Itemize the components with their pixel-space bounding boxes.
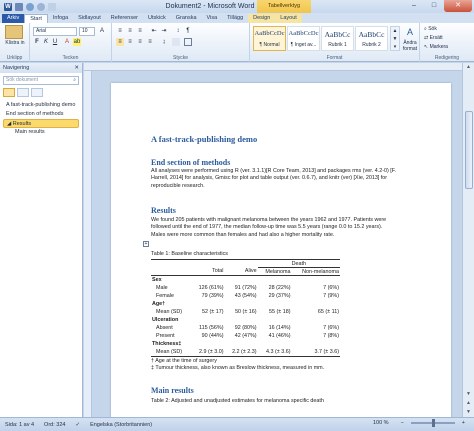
style-sample: AaBbCcDc [254,30,285,37]
tab-layout[interactable]: Layout [275,14,302,23]
borders-icon[interactable] [184,38,192,46]
nav-heading-methods[interactable]: End section of methods [6,111,64,117]
tab-infoga[interactable]: Infoga [52,15,69,21]
window-title: Dokument2 - Microsoft Word [165,3,255,10]
underline-button[interactable]: U [52,39,58,45]
table-cell: Present [156,333,175,340]
table-cell: 92 (80%) [234,325,257,332]
table-cell: 2.2 (± 2.3) [225,349,258,357]
bold-button[interactable]: F [35,39,39,45]
tab-sidlayout[interactable]: Sidlayout [78,15,101,21]
table-cell: 79 (39%) [201,292,224,299]
undo-icon[interactable] [26,3,34,11]
replace-label: Ersätt [429,35,443,41]
table-cell: 90 (44%) [201,333,224,340]
table-cell: Female [156,292,174,299]
zoom-slider-knob[interactable] [432,419,435,427]
find-icon: ⌕ [424,26,429,32]
ribbon-tabs [0,13,474,23]
table-cell: 43 (54%) [234,292,257,299]
replace-button[interactable] [424,35,443,41]
word-logo-icon[interactable]: W [5,3,11,10]
zoom-control [368,420,470,426]
multilevel-list-icon[interactable]: ≡ [138,28,142,34]
editing-group [420,23,474,62]
navigation-pane [0,63,83,417]
table-cell: 41 (46%) [268,333,291,340]
tab-start[interactable]: Start [24,14,48,23]
zoom-level[interactable]: 100 % [372,420,389,426]
navigation-pane-title [0,63,82,73]
nav-search-placeholder: Sök dokument [6,77,38,83]
table-cell: Male [156,284,168,291]
line-spacing-icon[interactable]: ↨ [162,39,166,45]
shading-icon[interactable] [172,38,180,46]
table-cell: 7 (9%) [323,292,339,299]
table-cell: 126 (61%) [198,284,224,291]
justify-icon[interactable]: ≡ [148,39,152,45]
header-cell: Non-melanoma [292,268,341,276]
collapse-triangle-icon[interactable]: ◢ [7,121,13,127]
status-language[interactable]: Engelska (Storbritannien) [90,421,153,428]
grow-font-icon[interactable]: A [99,28,104,34]
document-title: A fast-track-publishing demo [151,134,258,144]
style-sample: AaBbCcDc [288,30,319,37]
table-row [151,284,340,292]
find-button[interactable] [424,26,437,32]
nav-heading-main-results[interactable]: Main results [15,129,45,135]
paragraph-group-label: Stycke [172,55,188,61]
table-cell: 52 (± 17) [201,309,224,316]
status-words[interactable]: Ord: 324 [44,421,66,428]
paste-icon[interactable] [5,25,23,39]
clipboard-group-label: Urklipp [6,55,23,61]
font-color-icon[interactable]: A [64,39,69,45]
table-cell: Absent [156,325,173,332]
font-name-select[interactable]: Arial [33,27,77,36]
ribbon [0,23,474,62]
table-cell: Mean (SD) [151,349,191,357]
table-cell: 16 (14%) [268,325,291,332]
table-tools-context-label: Tabellverktyg [257,0,311,13]
header-cell [151,268,191,276]
table-footnote-age: † Age at the time of surgery [151,358,217,364]
maximize-button[interactable]: □ [431,2,437,9]
search-icon[interactable]: ⌕ [73,77,76,83]
decrease-indent-icon[interactable]: ⇤ [151,28,157,34]
tab-arkiv[interactable]: Arkiv [2,14,24,23]
sort-icon[interactable]: ↕ [176,28,180,34]
nav-heading-results-label: Results [12,121,32,127]
table-cell: 42 (47%) [234,333,257,340]
tab-granska[interactable]: Granska [175,15,197,21]
style-name: Rubrik 1 [328,42,347,48]
nav-heading-results[interactable] [3,119,79,128]
table-row [151,300,340,308]
font-size-select[interactable]: 10 [79,27,95,36]
table-2-caption: Table 2: Adjusted and unadjusted estimates for melanoma specific death [151,398,324,404]
style-name: Rubrik 2 [362,42,381,48]
select-icon: ↖ [424,44,430,50]
style-heading-2[interactable] [355,26,388,51]
table-row [151,324,340,332]
scroll-down-icon[interactable]: ▼ [466,391,471,397]
table-group-label: Thickness‡ [152,341,182,348]
table-row [151,292,340,300]
table-footnote-thickness: ‡ Tumour thickness, also known as Breslow thickness, measured in mm. [151,365,325,371]
style-sample: AaBbCc [358,30,385,39]
table-group-label: Age† [152,301,166,308]
tab-utskick[interactable]: Utskick [148,15,166,21]
find-label: Sök [428,26,437,32]
table-cell: 50 (± 16) [235,309,257,316]
styles-gallery-scroll-icon[interactable]: ▲ ▼ ▾ [390,26,400,51]
paragraph-results: We found 205 patients with malignant melanoma between the years 1962 and 1977. Patients were followed until the end of 1977, the median follow-up time was 5.5 years (range 0.0 to 15.2 years). Males were more common than females and had also a higher mortality rate. [151,217,387,238]
table-row [151,340,340,348]
numbering-icon[interactable]: ≡ [128,28,132,34]
style-no-spacing[interactable] [287,26,320,51]
table-caption: Table 1: Baseline characteristics [151,251,229,257]
table-row [151,308,340,316]
save-icon[interactable] [15,3,23,11]
zoom-out-icon[interactable]: − [400,420,404,426]
align-right-icon[interactable]: ≡ [138,39,142,45]
paste-button[interactable]: Klistra in [5,40,25,46]
table-row [151,332,340,340]
clipboard-group [0,23,30,62]
table-cell: 29 (37%) [268,292,291,299]
select-button[interactable] [424,44,448,50]
zoom-slider[interactable] [411,422,455,424]
redo-icon[interactable] [37,3,45,11]
table-group-label: Ulceration [152,317,179,324]
nav-heading-demo[interactable]: A fast-track-publishing demo [6,102,76,108]
close-pane-icon[interactable]: ✕ [74,65,79,71]
close-button[interactable]: ✕ [444,0,472,12]
paragraph-group [112,23,250,62]
align-left-icon[interactable]: ≡ [116,38,124,46]
minimize-button[interactable]: – [412,2,416,9]
document-area [84,63,462,417]
show-formatting-icon[interactable]: ¶ [186,28,190,34]
table-cell: 91 (72%) [234,284,257,291]
table-cell: 7 (8%) [323,333,339,340]
bullets-icon[interactable]: ≡ [118,28,122,34]
table-cell: 4.3 (± 3.6) [258,349,292,357]
zoom-in-icon[interactable]: + [461,420,465,426]
table-row [151,276,340,284]
previous-page-icon[interactable]: ▲ [466,400,471,406]
table-cell: Mean (SD) [156,309,183,316]
heading-main-results: Main results [151,386,194,395]
headings-view-icon[interactable] [3,88,15,97]
table-cell: 3.7 (± 3.6) [292,349,341,357]
style-name: ¶ Inget av... [290,42,317,48]
table-spanner-row [151,260,340,268]
table-cell: 2.9 (± 3.0) [191,349,225,357]
tab-referenser[interactable]: Referenser [110,15,139,21]
header-cell: Total [191,268,225,276]
table-cell: 7 (6%) [323,284,339,291]
table-row [151,349,340,357]
change-styles-icon[interactable]: A [406,27,413,37]
tab-visa[interactable]: Visa [206,15,218,21]
heading-methods: End section of methods [151,158,231,167]
spanner-death: Death [258,260,340,268]
tab-tillagg[interactable]: Tillägg [227,15,244,21]
table-cell: 55 (± 18) [268,309,291,316]
table-header-row [151,268,340,276]
vertical-scrollbar[interactable] [462,63,474,417]
align-center-icon[interactable]: ≡ [128,39,132,45]
vertical-ruler[interactable] [84,71,92,417]
quick-access-toolbar [0,3,130,11]
next-page-icon[interactable]: ▼ [466,409,471,415]
title-bar [0,0,474,13]
table-cell: 28 (22%) [268,284,291,291]
table-group-label: Sex [152,276,162,283]
customize-qat-icon[interactable] [48,3,56,11]
nav-view-tabs [3,88,79,97]
scroll-up-icon[interactable]: ▲ [466,64,471,70]
tab-design[interactable]: Design [248,14,275,23]
document-page[interactable] [111,83,451,417]
baseline-table[interactable] [151,259,340,357]
navigation-title-label: Navigering [3,65,30,71]
change-styles-button[interactable]: Ändra format [402,40,418,52]
table-cell: 65 (± 11) [317,309,339,316]
select-label: Markera [429,44,448,50]
style-heading-1[interactable] [321,26,354,51]
style-name: ¶ Normal [259,42,280,48]
styles-group-label: Format [326,55,343,61]
font-group [30,23,112,62]
editing-group-label: Redigering [434,55,460,61]
style-normal[interactable] [253,26,286,51]
scrollbar-thumb[interactable] [465,111,473,189]
font-group-label: Tecken [62,55,79,61]
proofing-icon[interactable]: ✓ [75,421,81,428]
highlight-icon[interactable]: ab [73,39,81,45]
paragraph-methods: All analyses were performed using R (ver. 3.1.1)[R Core Team, 2013] and packages rms (ver. 4.2-0) [F. Harrell, 2014] for analysis, Gmisc for plot and table output (ver. 0.6.7), and knitr (ver) [Xie, 2013] for reproducible research. [151,168,396,189]
table-row [151,316,340,324]
status-bar [0,417,474,431]
italic-button[interactable]: K [43,39,48,45]
table-move-handle-icon[interactable]: + [144,241,148,247]
nav-search-input[interactable] [3,76,79,85]
heading-results: Results [151,206,176,215]
style-sample: AaBbCc [324,30,351,39]
pages-view-icon[interactable] [17,88,29,97]
status-page[interactable]: Sida: 1 av 4 [5,421,35,428]
horizontal-ruler[interactable] [84,63,462,71]
header-cell: Alive [225,268,258,276]
table-cell: 7 (6%) [323,325,339,332]
results-view-icon[interactable] [31,88,43,97]
header-cell: Melanoma [258,268,292,276]
increase-indent-icon[interactable]: ⇥ [161,28,167,34]
styles-group [250,23,420,62]
replace-icon: ⇄ [424,35,430,41]
table-cell: 115 (56%) [199,325,224,332]
